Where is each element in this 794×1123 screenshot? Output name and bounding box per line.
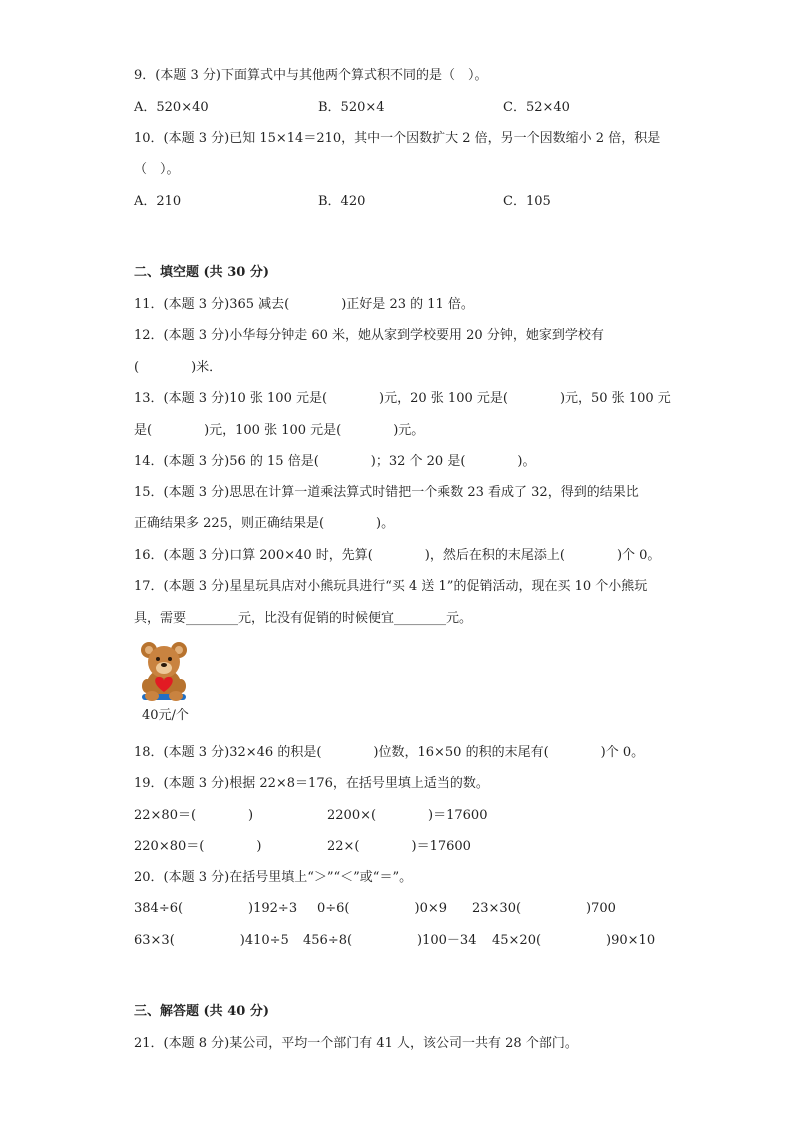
q9-option-b: B．520×4 xyxy=(318,100,385,115)
section-3-heading: 三、解答题 (共 40 分) xyxy=(134,1004,269,1019)
q21: 21．(本题 8 分)某公司，平均一个部门有 41 人，该公司一共有 28 个部门。 xyxy=(134,1036,578,1051)
q13-line1: 13．(本题 3 分)10 张 100 元是( )元，20 张 100 元是( )元，50 张 100 元 xyxy=(134,391,671,406)
q20-stem: 20．(本题 3 分)在括号里填上“＞”“＜”或“＝”。 xyxy=(134,870,413,885)
q19-row2-b: 22×( )＝17600 xyxy=(327,839,471,854)
teddy-bear-image xyxy=(138,640,190,702)
section-2-heading: 二、填空题 (共 30 分) xyxy=(134,265,269,280)
q17-line1: 17．(本题 3 分)星星玩具店对小熊玩具进行“买 4 送 1”的促销活动，现在买 10 个小熊玩 xyxy=(134,579,648,594)
q19-row2-a: 220×80＝( ) xyxy=(134,839,262,854)
q20-row1-c: 23×30( )700 xyxy=(472,901,616,916)
bear-price-label: 40元/个 xyxy=(142,708,189,723)
q17-line2: 具，需要________元，比没有促销的时候便宜________元。 xyxy=(134,611,473,626)
q10-option-a: A．210 xyxy=(134,194,182,209)
q15-line2: 正确结果多 225，则正确结果是( )。 xyxy=(134,516,395,531)
q10-stem-line2: （ ）。 xyxy=(134,162,180,177)
q20-row1-a: 384÷6( )192÷3 xyxy=(134,901,298,916)
q11: 11．(本题 3 分)365 减去( )正好是 23 的 11 倍。 xyxy=(134,297,474,312)
q9-option-a: A．520×40 xyxy=(134,100,209,115)
q10-option-b: B．420 xyxy=(318,194,366,209)
q13-line2: 是( )元，100 张 100 元是( )元。 xyxy=(134,423,425,438)
q19-row1-b: 2200×( )＝17600 xyxy=(327,808,488,823)
q19-stem: 19．(本题 3 分)根据 22×8＝176，在括号里填上适当的数。 xyxy=(134,776,489,791)
q20-row2-a: 63×3( )410÷5 xyxy=(134,933,289,948)
q14: 14．(本题 3 分)56 的 15 倍是( )；32 个 20 是( )。 xyxy=(134,454,536,469)
q12-line1: 12．(本题 3 分)小华每分钟走 60 米，她从家到学校要用 20 分钟，她家到学校有 xyxy=(134,328,604,343)
q9-stem: 9．(本题 3 分)下面算式中与其他两个算式积不同的是（ ）。 xyxy=(134,68,488,83)
q10-option-c: C．105 xyxy=(503,194,551,209)
q12-line2: ( )米． xyxy=(134,360,223,375)
q20-row2-c: 45×20( )90×10 xyxy=(492,933,656,948)
q20-row1-b: 0÷6( )0×9 xyxy=(317,901,448,916)
q19-row1-a: 22×80＝( ) xyxy=(134,808,254,823)
q20-row2-b: 456÷8( )100－34 xyxy=(303,933,477,948)
q18: 18．(本题 3 分)32×46 的积是( )位数，16×50 的积的末尾有( )个 0。 xyxy=(134,745,645,760)
q10-stem-line1: 10．(本题 3 分)已知 15×14＝210，其中一个因数扩大 2 倍，另一个因数缩小 2 倍，积是 xyxy=(134,131,661,146)
q16: 16．(本题 3 分)口算 200×40 时，先算( )，然后在积的末尾添上( )个 0。 xyxy=(134,548,661,563)
q15-line1: 15．(本题 3 分)思思在计算一道乘法算式时错把一个乘数 23 看成了 32，得到的结果比 xyxy=(134,485,639,500)
q9-option-c: C．52×40 xyxy=(503,100,570,115)
